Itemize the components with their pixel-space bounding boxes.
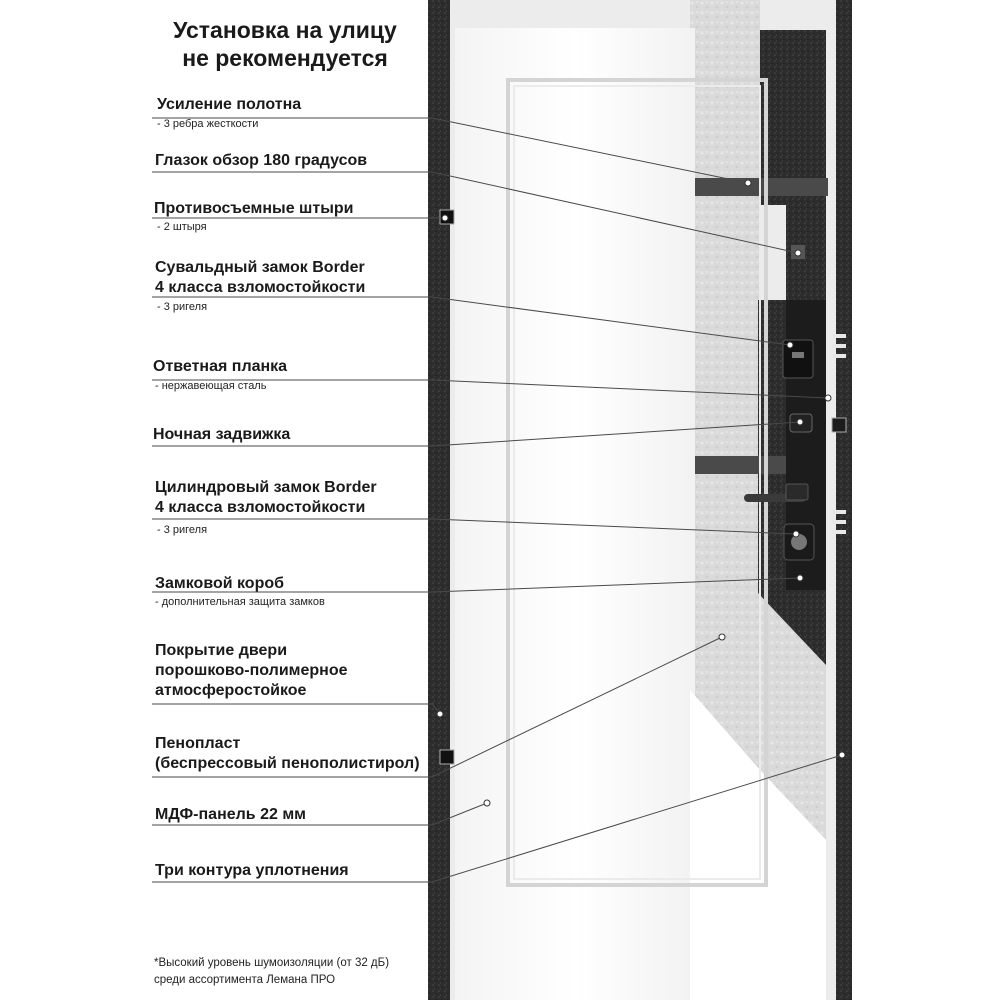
- header-line-1: Установка на улицу: [173, 17, 397, 43]
- callout-foam-title-1: Пенопласт: [155, 735, 241, 752]
- callout-lock-box-title: Замковой короб: [155, 575, 285, 592]
- mdf-panel: [455, 28, 695, 1000]
- night-latch-bolt: [832, 418, 846, 432]
- callout-cylinder-lock-note: - 3 ригеля: [157, 524, 208, 536]
- footnote-line-1: *Высокий уровень шумоизоляции (от 32 дБ): [154, 957, 390, 969]
- callout-strike-plate-title: Ответная планка: [153, 358, 288, 375]
- callout-night-latch-title: Ночная задвижка: [153, 426, 291, 443]
- callout-anti-removal-pins-title: Противосъемные штыри: [154, 200, 354, 217]
- callout-lever-lock-title-2: 4 класса взломостойкости: [155, 279, 366, 296]
- callout-seal-contours-title: Три контура уплотнения: [155, 862, 349, 879]
- callout-coating-title-2: порошково-полимерное: [155, 662, 348, 679]
- cylinder-lock-keyhole: [791, 534, 807, 550]
- callout-coating-title-3: атмосферостойкое: [155, 682, 307, 699]
- reinforcement-rib-middle: [688, 456, 788, 474]
- lock-bolts-lower: [832, 510, 846, 534]
- callout-mdf-panel-title: МДФ-панель 22 мм: [155, 806, 306, 823]
- callout-anti-removal-pins-note: - 2 штыря: [157, 221, 207, 233]
- lock-bolts-upper: [832, 334, 846, 358]
- callout-lever-lock-title-1: Сувальдный замок Border: [155, 259, 365, 276]
- door-handle-rosette: [786, 484, 808, 500]
- callout-reinforcement-title: Усиление полотна: [157, 96, 302, 113]
- callout-lever-lock-note: - 3 ригеля: [157, 301, 208, 313]
- header-line-2: не рекомендуется: [182, 45, 388, 71]
- callout-coating-title-1: Покрытие двери: [155, 642, 288, 659]
- footnote-line-2: среди ассортимента Лемана ПРО: [154, 974, 336, 986]
- callout-lock-box-note: - дополнительная защита замков: [155, 596, 325, 608]
- reinforcement-rib-top: [688, 178, 828, 196]
- callout-cylinder-lock-title-1: Цилиндровый замок Border: [155, 479, 377, 496]
- lever-lock-keyhole: [792, 352, 804, 358]
- callout-cylinder-lock-title-2: 4 класса взломостойкости: [155, 499, 366, 516]
- callout-peephole-title: Глазок обзор 180 градусов: [155, 152, 368, 169]
- callout-strike-plate-note: - нержавеющая сталь: [155, 380, 267, 392]
- callout-reinforcement-note: - 3 ребра жесткости: [157, 118, 259, 130]
- callout-foam-title-2: (беспрессовый пенополистирол): [155, 755, 420, 772]
- anti-removal-pin-bottom: [440, 750, 454, 764]
